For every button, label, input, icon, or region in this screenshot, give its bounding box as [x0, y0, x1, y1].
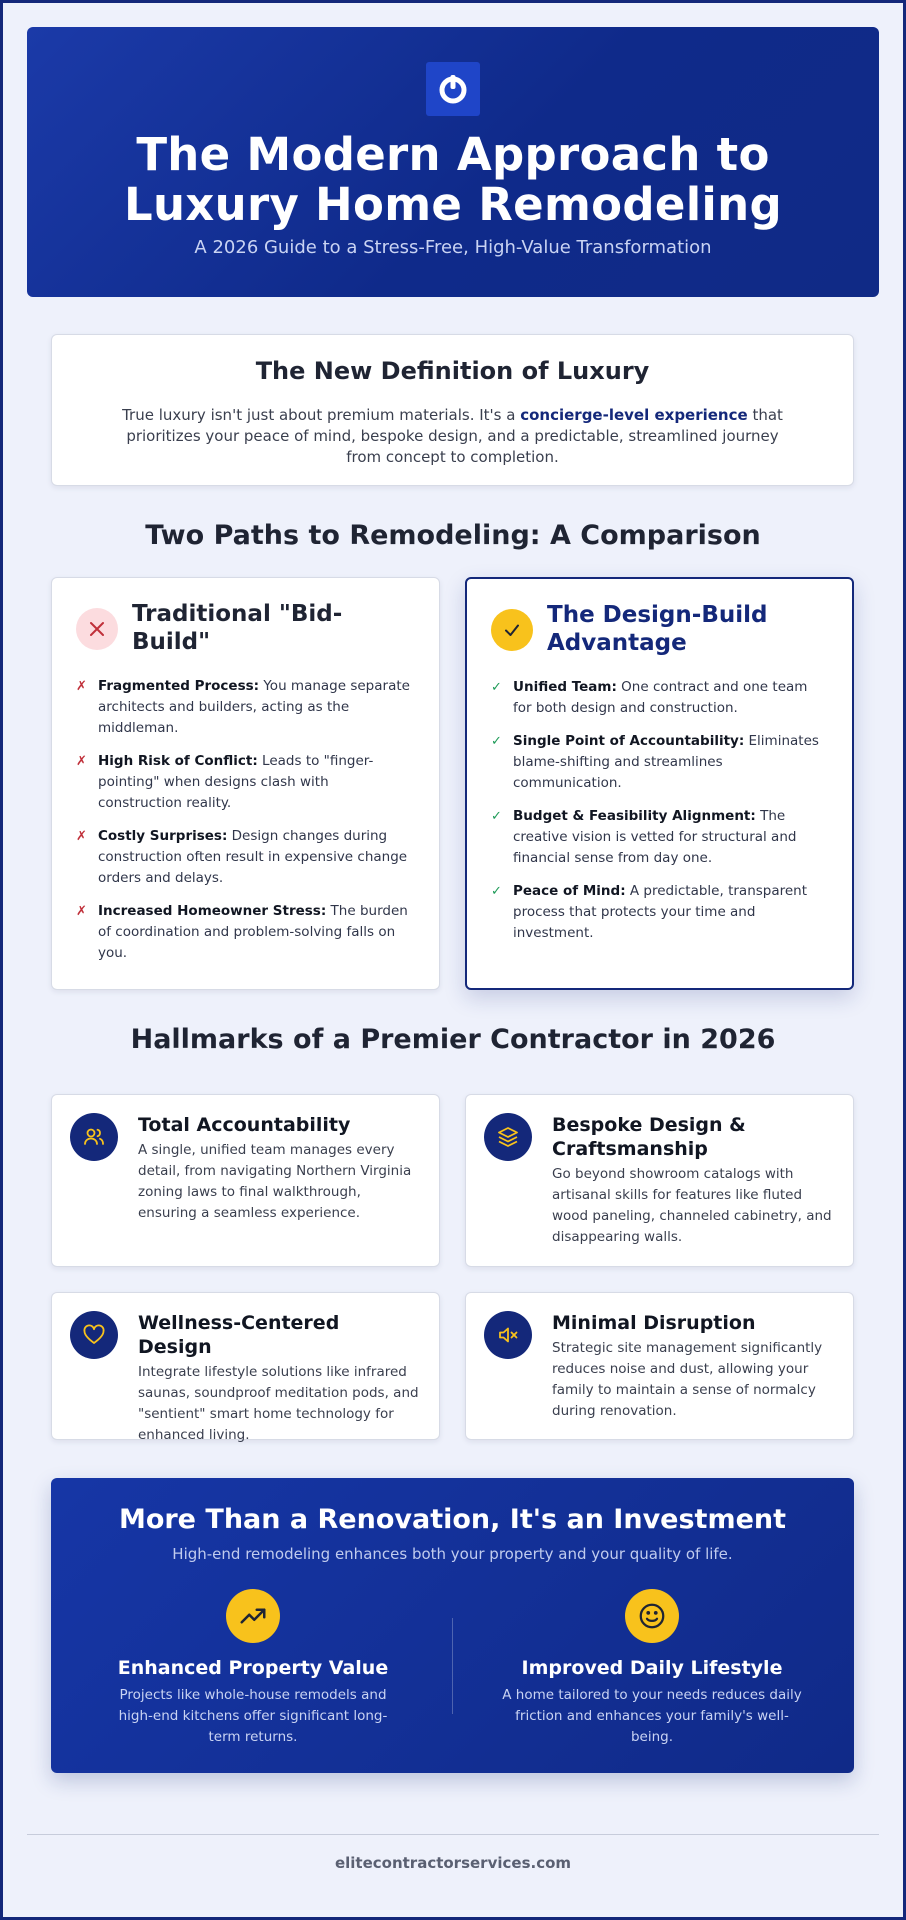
traditional-title: Traditional "Bid-Build" — [132, 601, 343, 655]
definition-title: The New Definition of Luxury — [255, 357, 650, 385]
footer-divider — [27, 1834, 879, 1835]
hallmark-card — [51, 1292, 440, 1443]
hallmark-card — [465, 1094, 854, 1267]
hallmark-text: Go beyond showroom catalogs with artisanal skills for features like fluted wood paneling, channeled cabinetry, and disappearing walls. — [552, 1166, 832, 1245]
cross-mark-icon: ✗ — [76, 679, 87, 694]
check-mark-icon: ✓ — [491, 680, 502, 695]
investment-column — [502, 1589, 802, 1748]
definition-text-start: True luxury isn't just about premium materials. It's a — [122, 406, 521, 424]
column-divider — [452, 1618, 453, 1714]
item-text: The creative vision is vetted for structural and financial sense from day one. — [513, 808, 797, 866]
item-heading: Unified Team: — [513, 679, 617, 695]
check-mark-icon: ✓ — [491, 809, 502, 824]
cross-mark-icon: ✗ — [76, 904, 87, 919]
smile-icon — [625, 1589, 679, 1643]
design-build-title: The Design-Build Advantage — [547, 602, 768, 656]
item-text: Design changes during construction often result in expensive change orders and delays. — [98, 828, 408, 886]
list-item — [76, 676, 415, 739]
trending-up-icon — [226, 1589, 280, 1643]
heart-icon — [70, 1311, 118, 1359]
x-icon — [76, 608, 118, 650]
item-heading: Single Point of Accountability: — [513, 733, 745, 749]
list-item — [491, 881, 828, 944]
list-item — [491, 731, 828, 794]
design-build-list — [491, 677, 828, 944]
item-heading: Fragmented Process: — [98, 678, 260, 694]
investment-column-text: Projects like whole-house remodels and high-end kitchens offer significant long-term returns. — [118, 1687, 388, 1745]
investment-column-title: Enhanced Property Value — [117, 1657, 389, 1679]
check-mark-icon: ✓ — [491, 734, 502, 749]
investment-column-title: Improved Daily Lifestyle — [521, 1657, 783, 1679]
item-text: Leads to "finger-pointing" when designs clash with construction reality. — [98, 753, 374, 811]
definition-text-end: that prioritizes your peace of mind, bespoke design, and a predictable, streamlined journey from concept to completion. — [126, 406, 783, 466]
item-heading: Increased Homeowner Stress: — [98, 903, 327, 919]
item-heading: Peace of Mind: — [513, 883, 626, 899]
list-item — [76, 826, 415, 889]
page-subtitle: A 2026 Guide to a Stress-Free, High-Value Transformation — [194, 237, 712, 258]
check-mark-icon: ✓ — [491, 884, 502, 899]
layers-icon — [484, 1113, 532, 1161]
hallmark-text: A single, unified team manages every detail, from navigating Northern Virginia zoning laws to final walkthrough, ensuring a seamless experience. — [138, 1142, 412, 1221]
hallmark-card — [465, 1292, 854, 1440]
hallmark-title: Wellness-Centered Design — [138, 1312, 340, 1358]
hallmark-card — [51, 1094, 440, 1267]
definition-highlight: concierge-level experience — [520, 406, 748, 424]
check-icon — [491, 609, 533, 651]
page-title — [27, 130, 879, 230]
volume-mute-icon — [484, 1311, 532, 1359]
title-line-1: The Modern Approach to — [136, 128, 770, 181]
list-item — [491, 677, 828, 719]
item-heading: High Risk of Conflict: — [98, 753, 258, 769]
comparison-title: Two Paths to Remodeling: A Comparison — [145, 520, 761, 551]
definition-text — [113, 405, 793, 468]
title-line-2: Luxury Home Remodeling — [123, 178, 783, 231]
investment-subtitle: High-end remodeling enhances both your property and your quality of life. — [172, 1545, 733, 1563]
investment-column — [103, 1589, 403, 1748]
list-item — [76, 751, 415, 814]
power-icon — [426, 62, 480, 116]
item-heading: Costly Surprises: — [98, 828, 228, 844]
hallmark-text: Strategic site management significantly reduces noise and dust, allowing your family to maintain a sense of normalcy during renovation. — [552, 1340, 823, 1419]
cross-mark-icon: ✗ — [76, 829, 87, 844]
list-item — [491, 806, 828, 869]
item-text: Eliminates blame-shifting and streamlines communication. — [513, 733, 819, 791]
item-heading: Budget & Feasibility Alignment: — [513, 808, 756, 824]
hallmark-title: Bespoke Design & Craftsmanship — [552, 1114, 746, 1160]
list-item — [76, 901, 415, 964]
users-icon — [70, 1113, 118, 1161]
hallmarks-title: Hallmarks of a Premier Contractor in 2026 — [130, 1024, 776, 1055]
hallmark-text: Integrate lifestyle solutions like infrared saunas, soundproof meditation pods, and "sentient" smart home technology for enhanced living. — [138, 1364, 419, 1443]
cross-mark-icon: ✗ — [76, 754, 87, 769]
item-text: One contract and one team for both design and construction. — [513, 679, 808, 716]
item-text: The burden of coordination and problem-solving falls on you. — [98, 903, 408, 961]
design-build-card — [465, 577, 854, 990]
investment-title: More Than a Renovation, It's an Investment — [118, 1504, 787, 1535]
item-text: A predictable, transparent process that protects your time and investment. — [513, 883, 808, 941]
traditional-list — [76, 676, 415, 964]
traditional-card — [51, 577, 440, 990]
footer-site-link[interactable]: elitecontractorservices.com — [334, 1854, 572, 1872]
item-text: You manage separate architects and builders, acting as the middleman. — [98, 678, 410, 736]
hallmark-title: Total Accountability — [138, 1114, 351, 1136]
investment-section — [51, 1478, 854, 1773]
hallmark-title: Minimal Disruption — [552, 1312, 756, 1334]
investment-column-text: A home tailored to your needs reduces daily friction and enhances your family's well-being. — [502, 1687, 802, 1745]
hero-banner — [27, 27, 879, 297]
definition-card — [51, 334, 854, 486]
